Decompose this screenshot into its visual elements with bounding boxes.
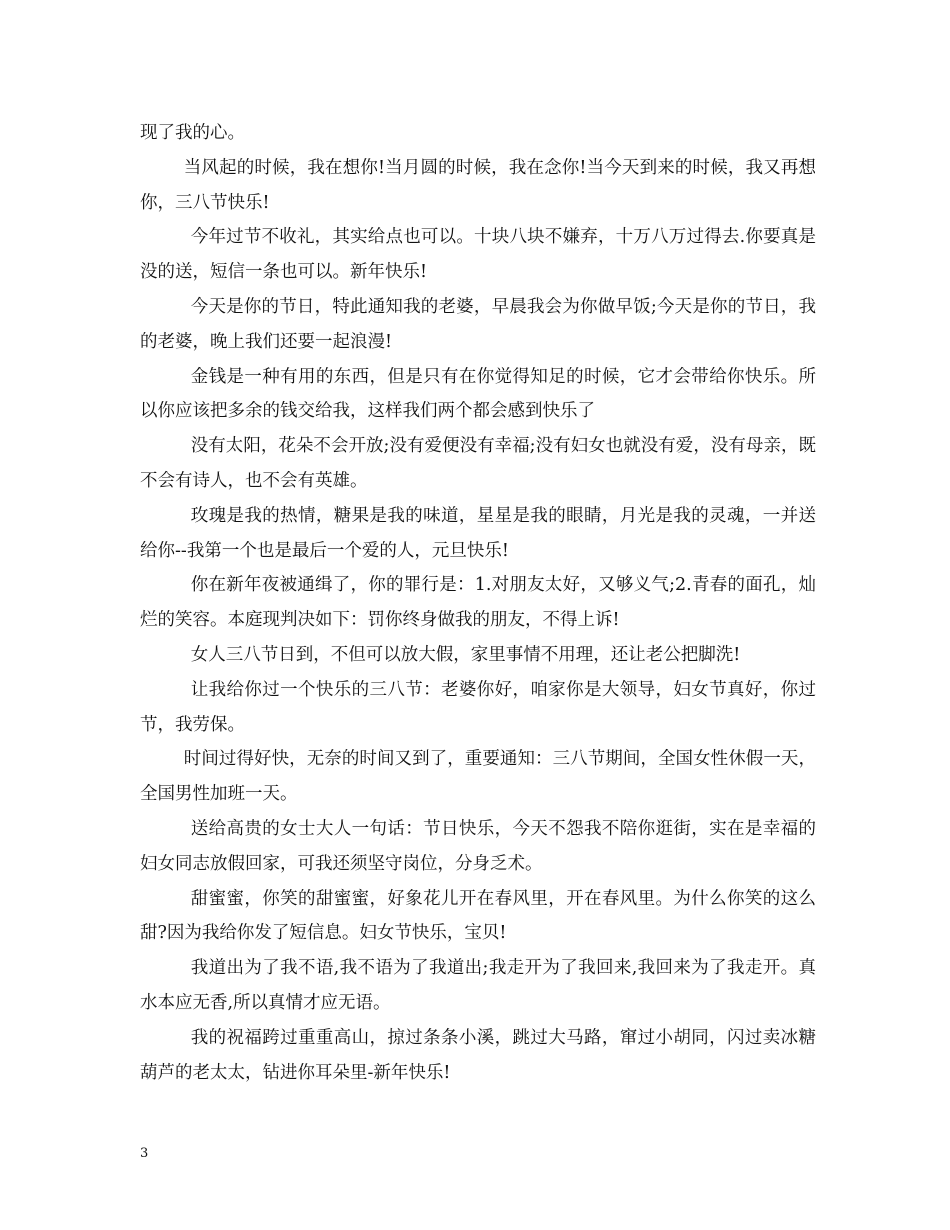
paragraph: 金钱是一种有用的东西，但是只有在你觉得知足的时候，它才会带给你快乐。所以你应该把多余的钱交给我，这样我们两个都会感到快乐了 bbox=[140, 366, 816, 422]
page-number: 3 bbox=[140, 1146, 149, 1161]
paragraph: 让我给你过一个快乐的三八节：老婆你好，咱家你是大领导，妇女节真好，你过节，我劳保。 bbox=[140, 679, 816, 735]
paragraph: 我的祝福跨过重重高山，掠过条条小溪，跳过大马路，窜过小胡同，闪过卖冰糖葫芦的老太太，钻进你耳朵里-新年快乐! bbox=[140, 1027, 816, 1083]
paragraph: 今年过节不收礼，其实给点也可以。十块八块不嫌弃，十万八万过得去.你要真是没的送，短信一条也可以。新年快乐! bbox=[140, 227, 816, 283]
paragraph: 今天是你的节日，特此通知我的老婆，早晨我会为你做早饭;今天是你的节日，我的老婆，晚上我们还要一起浪漫! bbox=[140, 296, 816, 352]
paragraph: 玫瑰是我的热情，糖果是我的味道，星星是我的眼睛，月光是我的灵魂，一并送给你--我第一个也是最后一个爱的人，元旦快乐! bbox=[140, 505, 816, 561]
paragraph: 甜蜜蜜，你笑的甜蜜蜜，好象花儿开在春风里，开在春风里。为什么你笑的这么甜?因为我给你发了短信息。妇女节快乐，宝贝! bbox=[140, 888, 816, 944]
paragraph: 时间过得好快，无奈的时间又到了，重要通知：三八节期间，全国女性休假一天，全国男性加班一天。 bbox=[140, 749, 816, 805]
paragraph: 我道出为了我不语,我不语为了我道出;我走开为了我回来,我回来为了我走开。真水本应无香,所以真情才应无语。 bbox=[140, 958, 816, 1013]
body-text bbox=[140, 116, 816, 1090]
paragraph: 没有太阳，花朵不会开放;没有爱便没有幸福;没有妇女也就没有爱，没有母亲，既不会有诗人，也不会有英雄。 bbox=[140, 436, 816, 491]
paragraph: 当风起的时候，我在想你!当月圆的时候，我在念你!当今天到来的时候，我又再想你，三八节快乐! bbox=[140, 157, 816, 213]
paragraph: 女人三八节日到，不但可以放大假，家里事情不用理，还让老公把脚洗! bbox=[190, 644, 741, 665]
paragraph-continued: 现了我的心。 bbox=[140, 123, 245, 143]
paragraph: 送给高贵的女士大人一句话：节日快乐，今天不怨我不陪你逛街，实在是幸福的妇女同志放假回家，可我还须坚守岗位，分身乏术。 bbox=[140, 818, 816, 874]
paragraph: 你在新年夜被通缉了，你的罪行是：1.对朋友太好，又够义气;2.青春的面孔，灿烂的笑容。本庭现判决如下：罚你终身做我的朋友，不得上诉! bbox=[140, 575, 816, 631]
